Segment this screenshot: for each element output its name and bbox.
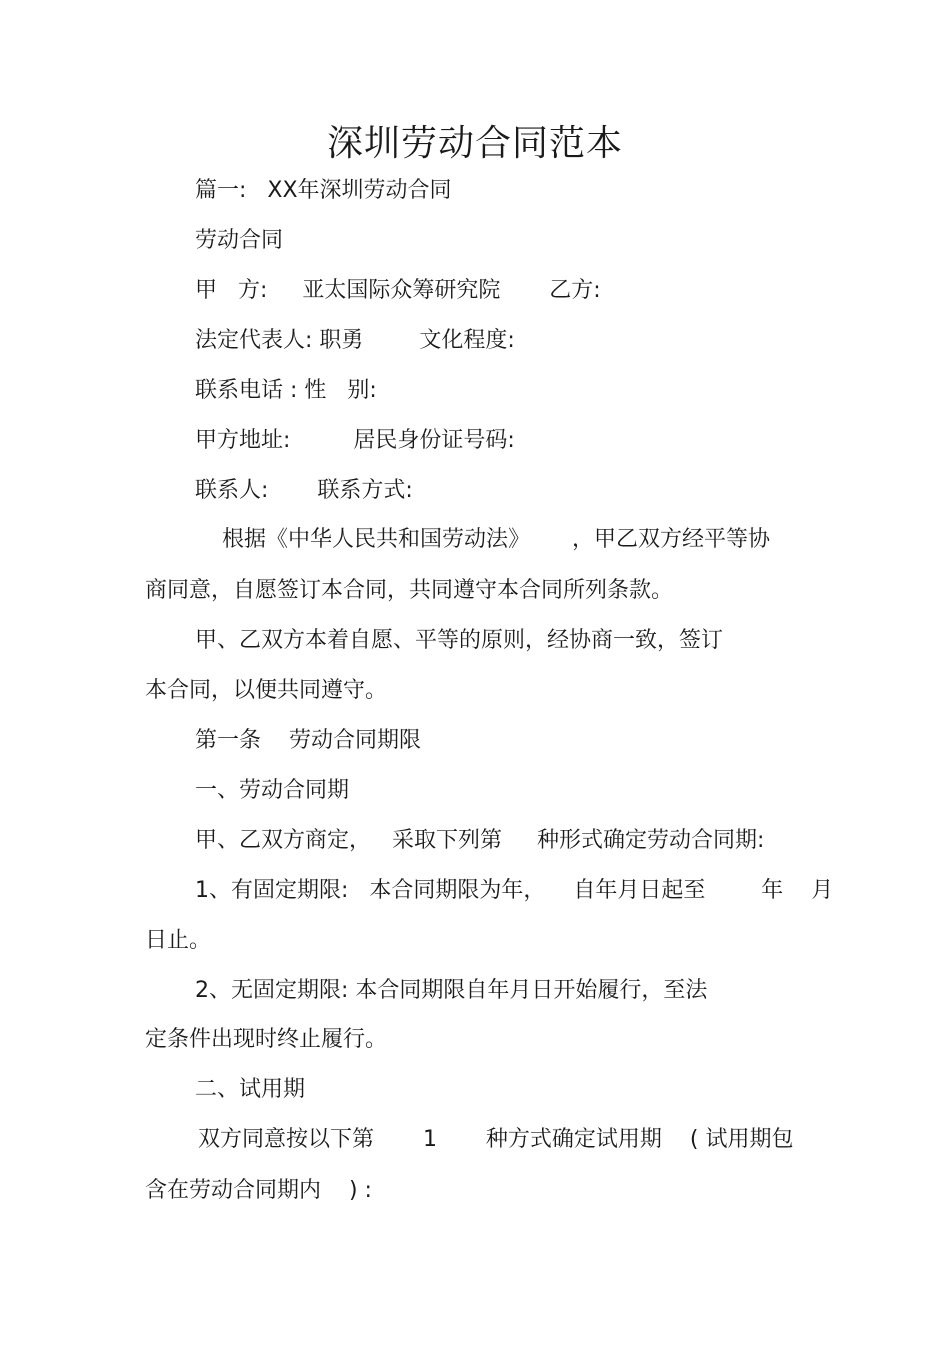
address-id-line: 甲方地址: 居民身份证号码: [195,428,515,453]
party-a-line: 甲 方: 亚太国际众筹研究院 乙方: [195,278,601,303]
contact-line: 联系人: 联系方式: [195,478,413,503]
legal-representative-line: 法定代表人: 职勇 文化程度: [195,328,515,353]
paragraph-line: 根据《中华人民共和国劳动法》 ，甲乙双方经平等协 [222,527,770,552]
paragraph-line: 本合同，以便共同遵守。 [145,678,388,703]
subsection-heading: 一、劳动合同期 [195,778,350,803]
paragraph-line: 含在劳动合同期内 ) : [145,1178,372,1203]
paragraph-line: 商同意，自愿签订本合同，共同遵守本合同所列条款。 [145,578,674,603]
paragraph-line: 甲、乙双方本着自愿、平等的原则，经协商一致，签订 [195,628,724,653]
document-title: 深圳劳动合同范本 [326,123,623,164]
subsection-heading: 二、试用期 [195,1077,306,1102]
paragraph-line: 双方同意按以下第 1 种方式确定试用期 ( 试用期包 [198,1127,794,1152]
paragraph-line: 定条件出现时终止履行。 [145,1027,388,1052]
contract-heading: 劳动合同 [195,228,284,253]
section-heading: 篇一: XX年深圳劳动合同 [195,178,452,203]
phone-gender-line: 联系电话 : 性 别: [195,378,377,403]
paragraph-line: 甲、乙双方商定， 采取下列第 种形式确定劳动合同期: [195,828,765,853]
paragraph-line: 1、有固定期限: 本合同期限为年， 自年月日起至 年 月 [195,878,834,903]
article-heading: 第一条 劳动合同期限 [195,728,421,753]
paragraph-line: 2、无固定期限: 本合同期限自年月日开始履行，至法 [195,978,708,1003]
paragraph-line: 日止。 [145,928,212,953]
